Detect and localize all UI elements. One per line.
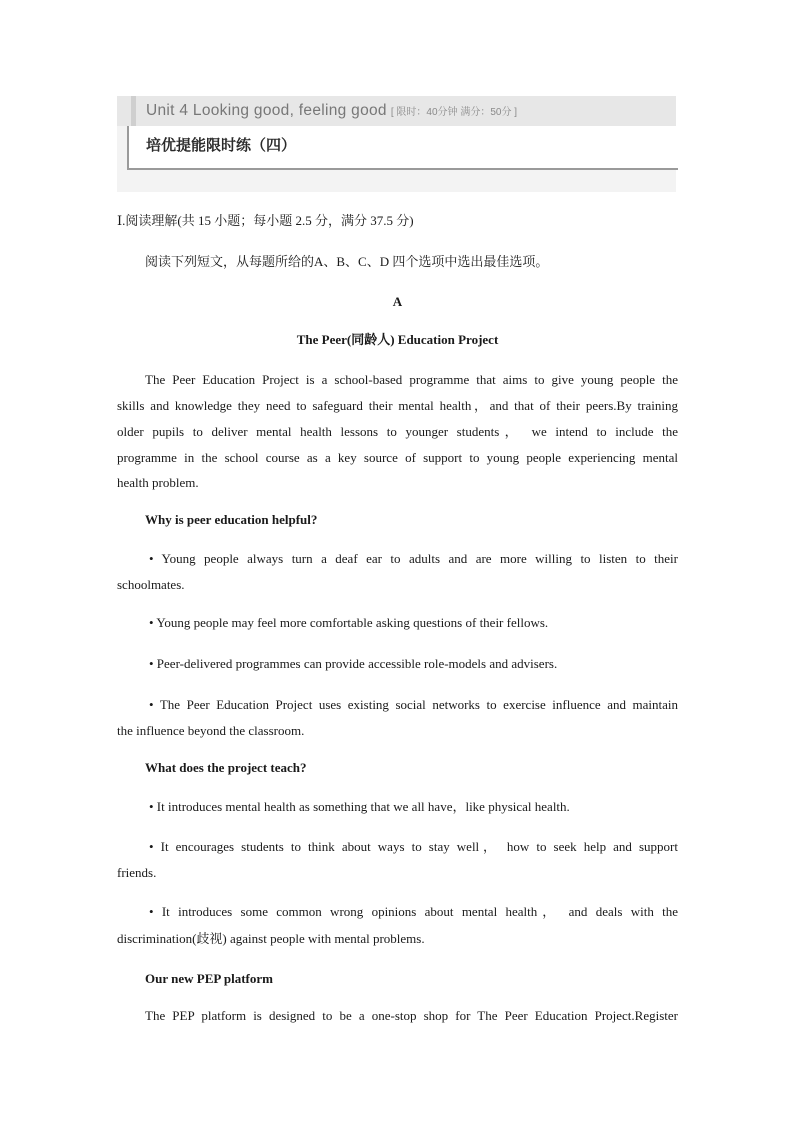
banner-accent-bar	[131, 96, 136, 126]
body-line: The PEP platform is designed to be a one-stop shop for The Peer Education Project.Register	[145, 1008, 678, 1023]
section-title: 培优提能限时练（四）	[146, 136, 297, 154]
bullet-line: discrimination(歧视) against people with mental problems.	[117, 931, 425, 946]
bullet-line: • It introduces mental health as something that we all have，like physical health.	[149, 799, 570, 814]
bullet-line: • Young people always turn a deaf ear to adults and are more willing to listen to their	[149, 551, 678, 566]
bullet-line: • It introduces some common wrong opinions about mental health， and deals with the	[149, 904, 678, 919]
bullet-line: the influence beyond the classroom.	[117, 723, 305, 738]
passage-title: The Peer(同龄人) Education Project	[296, 332, 499, 347]
bullet-line: • Young people may feel more comfortable asking questions of their fellows.	[149, 615, 549, 630]
section-heading: Why is peer education helpful?	[145, 512, 318, 527]
bullet-line: schoolmates.	[117, 577, 185, 592]
unit-title: Unit 4 Looking good, feeling good [ 限时：40分钟 满分：50分 ]	[146, 102, 517, 119]
intro-line: The Peer Education Project is a school-based programme that aims to give young people the	[145, 372, 678, 387]
bullet-line: • Peer-delivered programmes can provide accessible role-models and advisers.	[149, 656, 558, 671]
intro-line: older pupils to deliver mental health lessons to younger students， we intend to include the	[117, 424, 678, 439]
bullet-line: • It encourages students to think about ways to stay well， how to seek help and support	[149, 839, 678, 854]
part-heading: Ⅰ.阅读理解(共 15 小题；每小题 2.5 分，满分 37.5 分)	[117, 213, 414, 228]
section-heading: What does the project teach?	[145, 760, 307, 775]
time-limit-label: [ 限时：40分钟 满分：50分 ]	[390, 107, 517, 118]
section-heading: Our new PEP platform	[145, 971, 273, 986]
intro-line: health problem.	[117, 475, 199, 490]
intro-line: skills and knowledge they need to safeguard their mental health，and that of their peers.By training	[117, 398, 678, 413]
bullet-line: friends.	[117, 865, 157, 880]
part-instruction: 阅读下列短文，从每题所给的A、B、C、D 四个选项中选出最佳选项。	[145, 254, 549, 269]
intro-line: programme in the school course as a key source of support to young people experiencing mental	[117, 450, 678, 465]
bullet-line: • The Peer Education Project uses existing social networks to exercise influence and maintain	[149, 697, 678, 712]
passage-letter: A	[392, 294, 403, 309]
